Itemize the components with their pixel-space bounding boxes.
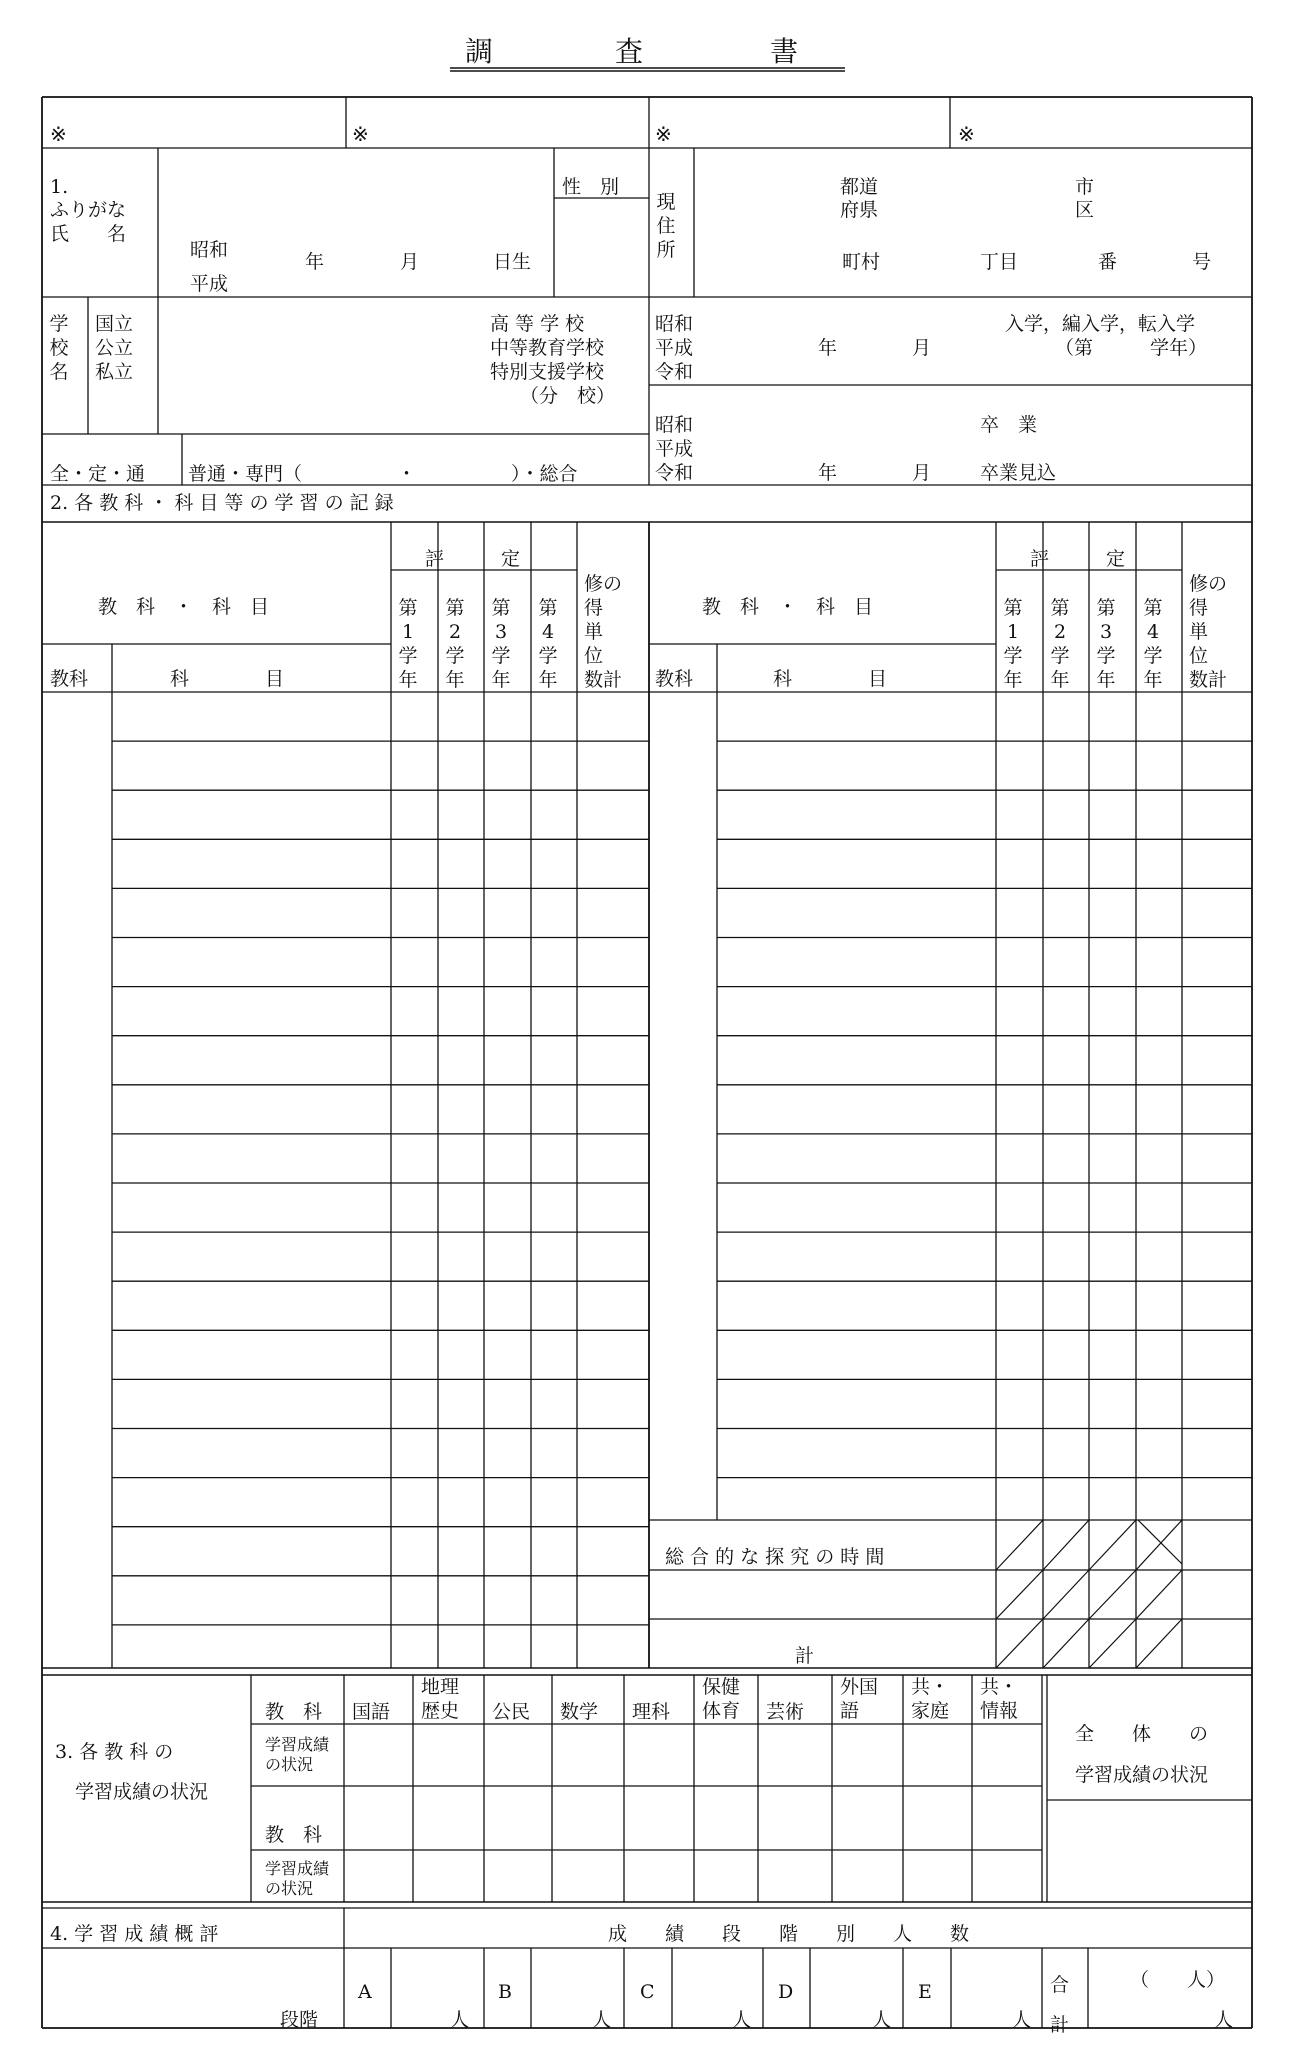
slash-cell <box>996 1570 1043 1619</box>
graduation-month-label: 月 <box>912 462 932 484</box>
subject-column-header: 外国 語 <box>840 1676 879 1722</box>
grand-total-count: （ 人） <box>1130 1969 1226 1991</box>
sex-label: 性 別 <box>562 176 620 198</box>
slash-cell <box>1043 1619 1089 1668</box>
slash-cell <box>1043 1520 1089 1570</box>
admission-kind-label: 入学，編入学，転入学 <box>1005 313 1196 335</box>
address-label: 現 住 所 <box>656 191 676 261</box>
slash-cell <box>1089 1619 1136 1668</box>
right-kyoka-header: 教科 <box>655 668 694 690</box>
stage-letter: C <box>640 1981 655 2003</box>
right-grade-4-header: 第 4 学 年 <box>1143 597 1163 691</box>
furigana-label: ふりがな <box>50 199 127 221</box>
school-type-options: 国立 公立 私立 <box>95 313 134 383</box>
stage-letter: B <box>498 1981 512 2003</box>
right-grade-1-header: 第 1 学 年 <box>1003 597 1023 691</box>
left-kamoku-header: 科 目 <box>170 668 285 690</box>
subject-row-label-1: 教 科 <box>265 1701 323 1723</box>
person-unit: 人 <box>450 2009 470 2031</box>
overall-status-label-line1: 全 体 の <box>1075 1723 1209 1745</box>
admission-month-label: 月 <box>912 337 932 359</box>
subject-column-header: 芸術 <box>766 1701 805 1723</box>
birth-month-label: 月 <box>400 251 420 273</box>
ward-label: 区 <box>1075 199 1095 221</box>
graduation-label: 卒 業 <box>980 414 1038 436</box>
section-2-title: 2. 各 教 科 ・ 科 目 等 の 学 習 の 記 録 <box>50 492 394 514</box>
title-char-3: 書 <box>770 35 799 68</box>
section-3-title-line1: 3. 各 教 科 の <box>55 1741 174 1763</box>
section-3-title-line2: 学習成績の状況 <box>75 1781 209 1803</box>
town-label: 町村 <box>842 251 881 273</box>
slash-cell <box>1136 1520 1182 1570</box>
person-unit: 人 <box>732 2009 752 2031</box>
reference-mark: ※ <box>655 122 672 146</box>
reference-mark: ※ <box>958 122 975 146</box>
subject-column-header: 公民 <box>492 1701 531 1723</box>
subject-column-header: 共・ 情報 <box>980 1676 1019 1722</box>
left-grade-2-header: 第 2 学 年 <box>445 597 465 691</box>
status-row-label-1: 学習成績 の状況 <box>265 1735 330 1774</box>
subject-column-header: 数学 <box>560 1701 599 1723</box>
left-grade-4-header: 第 4 学 年 <box>538 597 558 691</box>
slash-cell <box>996 1619 1043 1668</box>
subject-column-header: 保健 体育 <box>702 1676 741 1722</box>
section-1-number: 1. <box>50 176 69 198</box>
admission-year-label: 年 <box>818 337 838 359</box>
title-char-1: 調 <box>465 35 494 68</box>
stage-count-header: 成 績 段 階 別 人 数 <box>608 1923 970 1945</box>
subject-column-header: 理科 <box>632 1701 671 1723</box>
graduation-expected-label: 卒業見込 <box>980 462 1057 484</box>
status-row-label-2: 学習成績 の状況 <box>265 1859 330 1898</box>
right-kamoku-header: 科 目 <box>773 668 888 690</box>
school-kind-high: 高 等 学 校 <box>490 313 585 335</box>
person-unit: 人 <box>872 2009 892 2031</box>
reference-mark: ※ <box>352 122 369 146</box>
reference-mark: ※ <box>50 122 67 146</box>
subject-column-header: 共・ 家庭 <box>911 1676 950 1722</box>
city-label: 市 <box>1075 176 1095 198</box>
go-label: 号 <box>1192 251 1212 273</box>
right-subject-header: 教 科 ・ 科 目 <box>702 596 874 618</box>
person-unit: 人 <box>1012 2009 1032 2031</box>
slash-cell <box>1136 1570 1182 1619</box>
prefecture-label-bottom: 府県 <box>840 199 879 221</box>
left-grade-3-header: 第 3 学 年 <box>491 597 511 691</box>
grand-total-label: 合 計 <box>1050 1974 1070 2036</box>
total-credits-label: 計 <box>795 1645 815 1667</box>
section-4-title: 4. 学 習 成 績 概 評 <box>50 1923 219 1945</box>
stage-letter: D <box>778 1981 794 2003</box>
slash-cell <box>996 1520 1043 1570</box>
graduation-year-label: 年 <box>818 462 838 484</box>
chome-label: 丁目 <box>980 251 1019 273</box>
school-kind-branch: （分 校） <box>520 385 616 407</box>
admission-grade-label: （第 学年） <box>1055 337 1208 359</box>
right-grade-3-header: 第 3 学 年 <box>1096 597 1116 691</box>
birth-year-label: 年 <box>305 251 325 273</box>
right-credits-header: 修の 得 単 位 数計 <box>1189 573 1228 691</box>
left-credits-header: 修の 得 単 位 数計 <box>584 573 623 691</box>
birth-era-showa: 昭和 <box>190 239 229 261</box>
subject-column-header: 国語 <box>352 1701 391 1723</box>
slash-cell <box>1136 1619 1182 1668</box>
course-label: 普通・専門（ ・ ）・総合 <box>188 463 578 485</box>
subject-row-label-2: 教 科 <box>265 1824 323 1846</box>
grand-total-person-unit: 人 <box>1214 2009 1234 2031</box>
course-type-label: 全・定・通 <box>50 463 146 485</box>
graduation-eras: 昭和 平成 令和 <box>655 414 694 484</box>
right-grade-2-header: 第 2 学 年 <box>1050 597 1070 691</box>
stage-letter: A <box>358 1981 372 2003</box>
slash-cell <box>1089 1520 1136 1570</box>
title-char-2: 査 <box>615 35 644 68</box>
birth-day-label: 日生 <box>493 251 532 273</box>
slash-cell <box>1043 1570 1089 1619</box>
left-kyoka-header: 教科 <box>50 668 89 690</box>
name-label: 氏 名 <box>50 223 127 245</box>
person-unit: 人 <box>592 2009 612 2031</box>
integrated-study-label: 総 合 的 な 探 究 の 時 間 <box>665 1546 885 1568</box>
ban-label: 番 <box>1098 251 1118 273</box>
left-grade-1-header: 第 1 学 年 <box>398 597 418 691</box>
overall-status-label-line2: 学習成績の状況 <box>1075 1764 1209 1786</box>
right-hyotei-header: 評 定 <box>1030 548 1126 570</box>
subject-column-header: 地理 歴史 <box>421 1676 460 1722</box>
prefecture-label-top: 都道 <box>840 176 879 198</box>
stage-label: 段階 <box>280 2009 319 2031</box>
admission-eras: 昭和 平成 令和 <box>655 313 694 383</box>
slash-cell <box>1089 1570 1136 1619</box>
school-kind-special: 特別支援学校 <box>490 361 605 383</box>
left-subject-header: 教 科 ・ 科 目 <box>98 596 270 618</box>
birth-era-heisei: 平成 <box>190 273 229 295</box>
left-hyotei-header: 評 定 <box>425 548 521 570</box>
school-kind-secondary: 中等教育学校 <box>490 337 605 359</box>
stage-letter: E <box>918 1981 932 2003</box>
school-name-label: 学 校 名 <box>49 313 69 383</box>
